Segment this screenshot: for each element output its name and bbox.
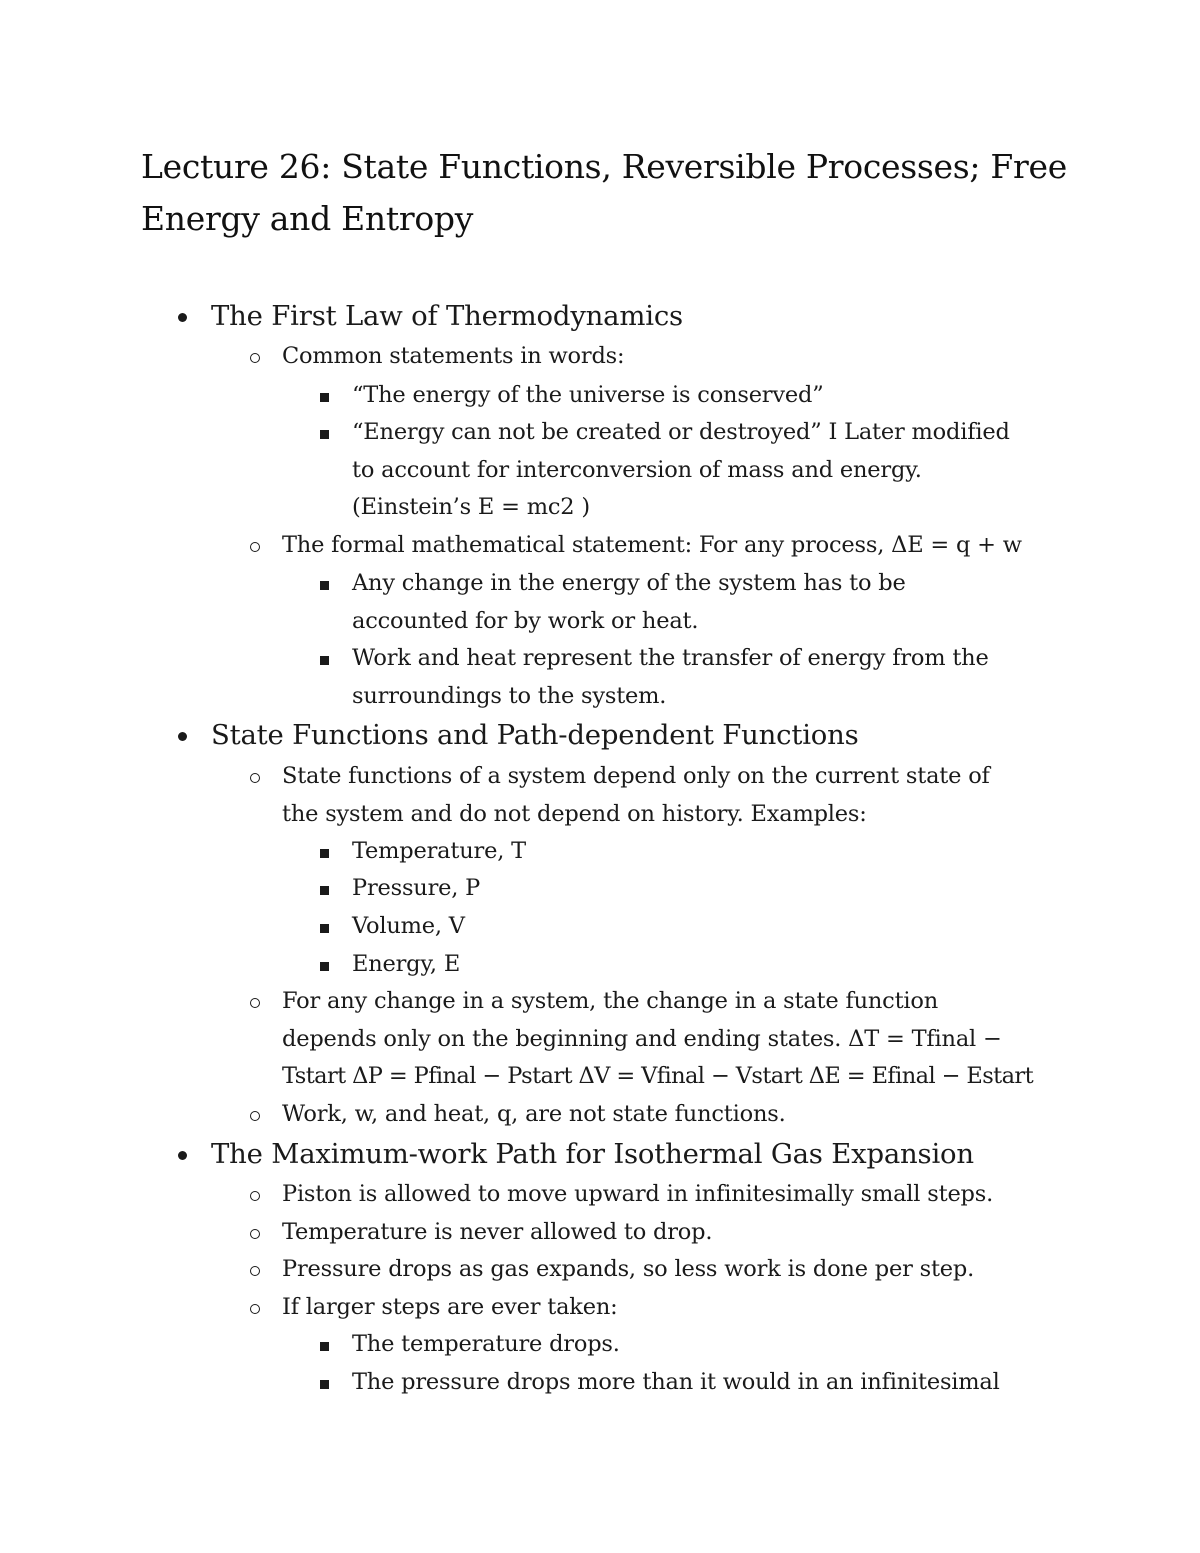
list-item: The temperature drops. bbox=[352, 1326, 620, 1364]
filled-circle-bullet-icon bbox=[178, 732, 187, 741]
page-title: Lecture 26: State Functions, Reversible Processes; Free Energy and Entropy bbox=[141, 147, 1067, 238]
section-heading-text: The Maximum-work Path for Isothermal Gas Expansion bbox=[211, 1138, 974, 1170]
square-bullet-icon bbox=[320, 1342, 329, 1351]
square-bullet-icon bbox=[320, 581, 329, 590]
hollow-circle-bullet-icon bbox=[250, 998, 260, 1008]
hollow-circle-bullet-icon bbox=[250, 542, 260, 552]
square-bullet-icon bbox=[320, 1380, 329, 1389]
section-heading-maximum-work bbox=[211, 1135, 974, 1173]
list-item: Temperature is never allowed to drop. bbox=[282, 1214, 712, 1252]
square-bullet-icon bbox=[320, 393, 329, 402]
section-heading-first-law bbox=[211, 297, 683, 335]
square-bullet-icon bbox=[320, 656, 329, 665]
square-bullet-icon bbox=[320, 430, 329, 439]
hollow-circle-bullet-icon bbox=[250, 1266, 260, 1276]
list-item: Temperature, T bbox=[352, 833, 526, 871]
hollow-circle-bullet-icon bbox=[250, 773, 260, 783]
hollow-circle-bullet-icon bbox=[250, 1304, 260, 1314]
list-item: “Energy can not be created or destroyed” I Later modified to account for interconversion of mass and energy. (Einstein’s E = mc2 ) bbox=[352, 414, 1010, 527]
hollow-circle-bullet-icon bbox=[250, 1229, 260, 1239]
filled-circle-bullet-icon bbox=[178, 1151, 187, 1160]
list-item: Volume, V bbox=[352, 908, 465, 946]
square-bullet-icon bbox=[320, 849, 329, 858]
list-item: Energy, E bbox=[352, 946, 460, 984]
list-item: “The energy of the universe is conserved” bbox=[352, 377, 824, 415]
list-item: Piston is allowed to move upward in infinitesimally small steps. bbox=[282, 1176, 993, 1214]
list-item: Common statements in words: bbox=[282, 338, 624, 376]
list-item: Work, w, and heat, q, are not state functions. bbox=[282, 1096, 786, 1134]
list-item: The formal mathematical statement: For any process, ΔE = q + w bbox=[282, 527, 1022, 565]
list-item: For any change in a system, the change in a state function depends only on the beginning and ending states. ΔT = Tfinal − Tstart ΔP = Pfinal − Pstart ΔV = Vfinal − Vstart ΔE = Efinal − Estart bbox=[282, 983, 1033, 1096]
square-bullet-icon bbox=[320, 924, 329, 933]
list-item: Work and heat represent the transfer of energy from the surroundings to the system. bbox=[352, 640, 989, 715]
square-bullet-icon bbox=[320, 886, 329, 895]
hollow-circle-bullet-icon bbox=[250, 1191, 260, 1201]
list-item: If larger steps are ever taken: bbox=[282, 1289, 618, 1327]
square-bullet-icon bbox=[320, 962, 329, 971]
list-item: The pressure drops more than it would in an infinitesimal bbox=[352, 1364, 1000, 1402]
list-item: Pressure, P bbox=[352, 870, 480, 908]
list-item: Pressure drops as gas expands, so less work is done per step. bbox=[282, 1251, 974, 1289]
section-heading-text: The First Law of Thermodynamics bbox=[211, 300, 683, 332]
list-item: Any change in the energy of the system has to be accounted for by work or heat. bbox=[352, 565, 906, 640]
hollow-circle-bullet-icon bbox=[250, 353, 260, 363]
hollow-circle-bullet-icon bbox=[250, 1111, 260, 1121]
list-item: State functions of a system depend only on the current state of the system and do not depend on history. Examples: bbox=[282, 758, 990, 833]
filled-circle-bullet-icon bbox=[178, 313, 187, 322]
section-heading-state-functions bbox=[211, 716, 859, 754]
section-heading-text: State Functions and Path-dependent Functions bbox=[211, 719, 859, 751]
